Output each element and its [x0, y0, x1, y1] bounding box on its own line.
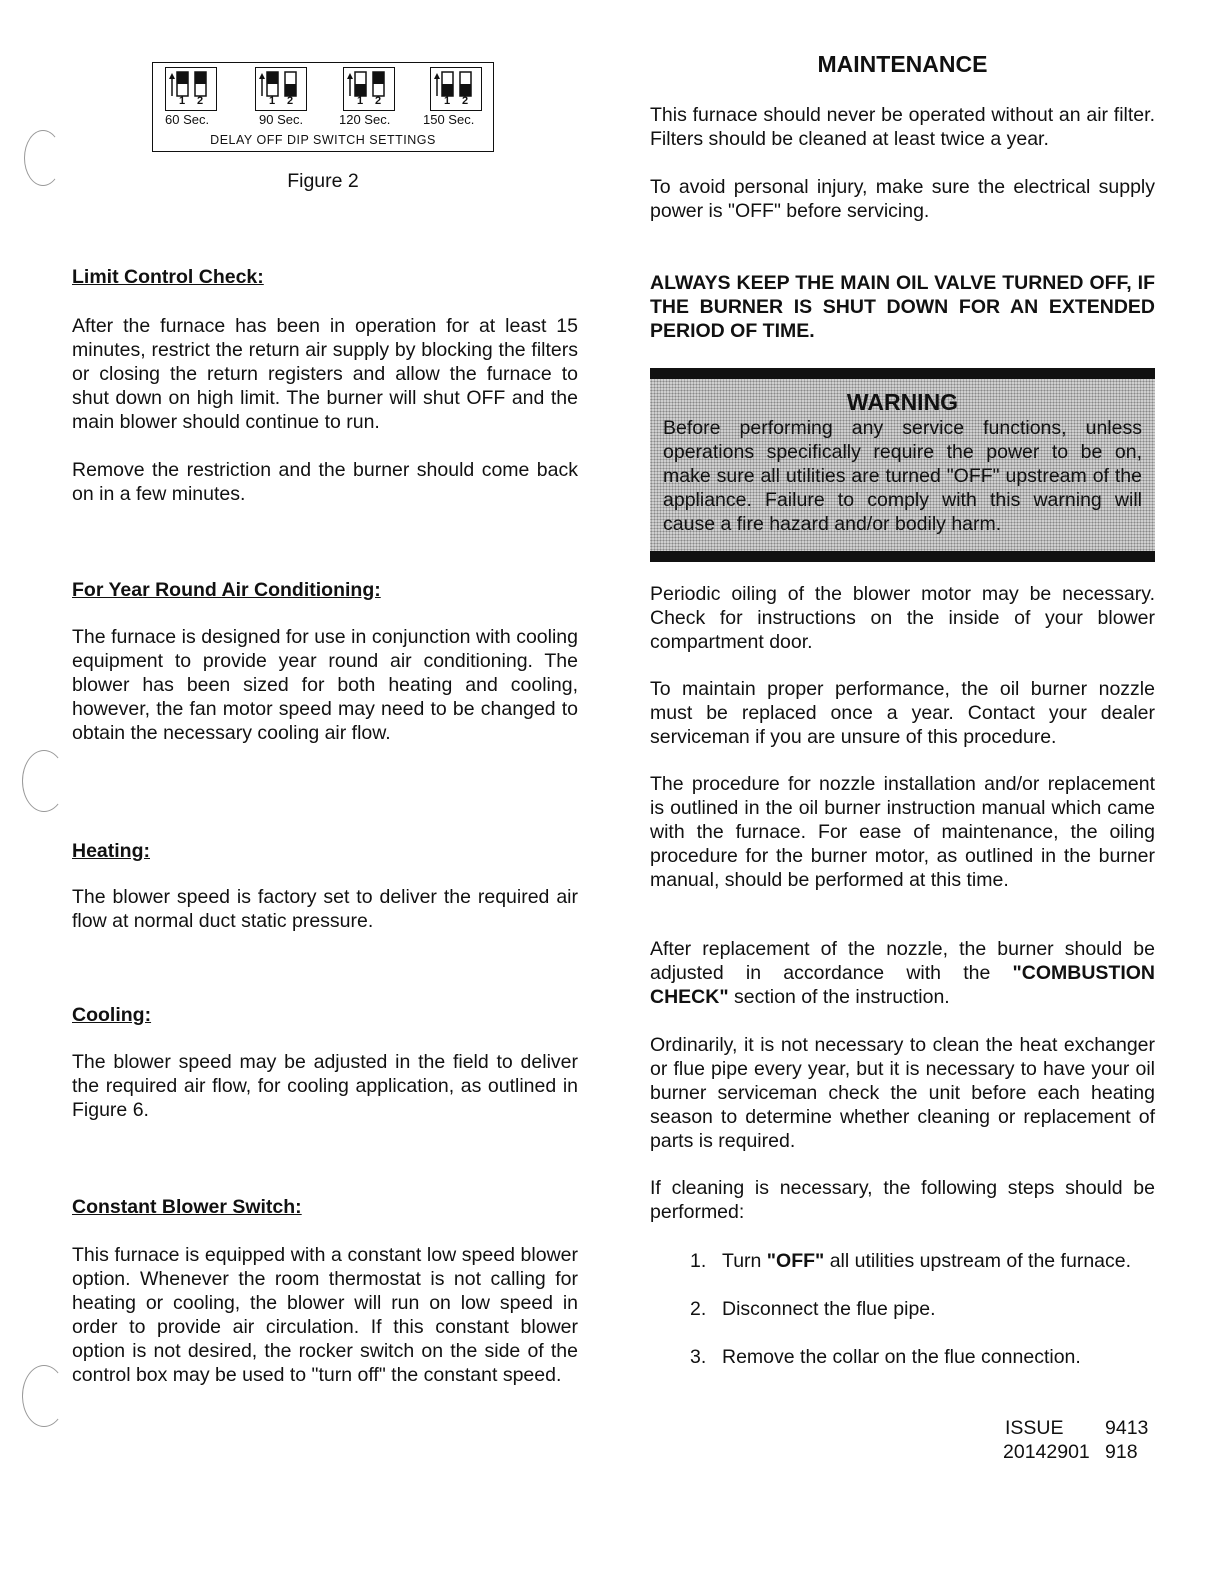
figure-title: Figure 2: [287, 170, 359, 192]
step-text: Remove the collar on the flue connection.: [722, 1346, 1081, 1368]
switch-number: 2: [197, 95, 204, 107]
list-item: [690, 1345, 1160, 1369]
oiling-paragraph: Periodic oiling of the blower motor may be necessary. Check for instructions on the inside of your blower compartment door.: [650, 583, 1155, 653]
warning-body: Before performing any service functions, unless operations specifically require the power to be on, make sure all utilities are turned "OFF" upstream of the appliance. Failure to comply with this warning will cause a fire hazard and/or bodily harm.: [663, 417, 1142, 535]
dip-switch-setting: [430, 67, 482, 111]
dip-switch-icon: [166, 68, 216, 110]
binder-hole: [22, 1365, 66, 1427]
delay-setting-label: 120 Sec.: [339, 112, 391, 127]
heat-exchanger-paragraph: Ordinarily, it is not necessary to clean the heat exchanger or flue pipe every year, but it is necessary to have your oil burner serviceman check the unit before each heating season to determine whether cleaning or replacement of parts is required.: [650, 1034, 1155, 1152]
text: section of the instruction.: [728, 986, 950, 1008]
issue-number: 9413: [1105, 1417, 1149, 1439]
issue-label: ISSUE: [1005, 1417, 1064, 1439]
air-conditioning-heading: For Year Round Air Conditioning:: [72, 579, 381, 601]
dip-switch-setting: [165, 67, 217, 111]
step-text: Disconnect the flue pipe.: [722, 1298, 936, 1320]
warning-top-bar: [650, 368, 1155, 379]
warning-box: [650, 368, 1155, 562]
dip-switch-icon: [431, 68, 481, 110]
dip-switch-figure: [152, 62, 494, 152]
step-bold: "OFF": [766, 1250, 825, 1272]
switch-number: 2: [375, 95, 382, 107]
document-suffix: 918: [1105, 1441, 1138, 1463]
dip-switch-setting: [343, 67, 395, 111]
limit-control-paragraph-2: Remove the restriction and the burner should come back on in a few minutes.: [72, 459, 578, 505]
constant-blower-heading: Constant Blower Switch:: [72, 1196, 302, 1218]
binder-hole: [22, 750, 66, 812]
heating-heading: Heating:: [72, 840, 150, 862]
cooling-paragraph: The blower speed may be adjusted in the field to deliver the required air flow, for cooling application, as outlined in Figure 6.: [72, 1051, 578, 1121]
list-item: [690, 1297, 1160, 1321]
filter-paragraph: This furnace should never be operated without an air filter. Filters should be cleaned at least twice a year.: [650, 104, 1155, 150]
cooling-heading: Cooling:: [72, 1004, 152, 1026]
heating-paragraph: The blower speed is factory set to deliver the required air flow at normal duct static pressure.: [72, 886, 578, 932]
step-text: all utilities upstream of the furnace.: [824, 1250, 1132, 1272]
list-item: [690, 1249, 1160, 1273]
switch-number: 1: [269, 95, 276, 107]
dip-switch-icon: [256, 68, 306, 110]
air-conditioning-paragraph: The furnace is designed for use in conjunction with cooling equipment to provide year round air conditioning. The blower has been sized for both heating and cooling, however, the fan motor speed may need to be changed to obtain the necessary cooling air flow.: [72, 626, 578, 744]
warning-title: WARNING: [846, 389, 959, 415]
combustion-check-paragraph: [650, 937, 1155, 1009]
delay-setting-label: 90 Sec.: [259, 112, 304, 127]
step-number: 3.: [690, 1346, 707, 1368]
limit-control-paragraph: After the furnace has been in operation for at least 15 minutes, restrict the return air supply by blocking the filters or closing the return registers and allow the furnace to shut down on high limit. The burner will shut OFF and the main blower should continue to run.: [72, 315, 578, 433]
switch-number: 2: [462, 95, 469, 107]
nozzle-paragraph: To maintain proper performance, the oil burner nozzle must be replaced once a year. Contact your dealer serviceman if you are unsure of this procedure.: [650, 678, 1155, 748]
switch-number: 2: [287, 95, 294, 107]
text: After replacement of the nozzle, the burner should be adjusted in accordance with the: [650, 938, 1155, 984]
oil-valve-notice: ALWAYS KEEP THE MAIN OIL VALVE TURNED OFF, IF THE BURNER IS SHUT DOWN FOR AN EXTENDED PERIOD OF TIME.: [650, 272, 1155, 342]
combustion-check-ref: "COMBUSTION CHECK": [650, 962, 1155, 1008]
delay-setting-label: 150 Sec.: [423, 112, 475, 127]
step-number: 2.: [690, 1298, 707, 1320]
delay-setting-label: 60 Sec.: [165, 112, 210, 127]
step-number: 1.: [690, 1250, 707, 1272]
constant-blower-paragraph: This furnace is equipped with a constant low speed blower option. Whenever the room thermostat is not calling for heating or cooling, the blower will run on low speed in order to provide air circulation. If this constant blower option is not desired, the rocker switch on the side of the control box may be used to "turn off" the constant speed.: [72, 1244, 578, 1386]
switch-number: 1: [444, 95, 451, 107]
nozzle-procedure-paragraph: The procedure for nozzle installation and/or replacement is outlined in the oil burner instruction manual which came with the furnace. For ease of maintenance, the oiling procedure for the burner motor, as outlined in the burner manual, should be performed at this time.: [650, 773, 1155, 891]
power-paragraph: To avoid personal injury, make sure the electrical supply power is "OFF" before servicing.: [650, 176, 1155, 222]
binder-hole: [24, 130, 62, 186]
dip-switch-icon: [344, 68, 394, 110]
document-number: 20142901: [1003, 1441, 1090, 1463]
dip-switch-setting: [255, 67, 307, 111]
step-text: Turn: [722, 1250, 767, 1272]
warning-bottom-bar: [650, 551, 1155, 562]
switch-number: 1: [179, 95, 186, 107]
maintenance-heading: MAINTENANCE: [817, 51, 988, 77]
switch-number: 1: [357, 95, 364, 107]
figure-caption: DELAY OFF DIP SWITCH SETTINGS: [210, 133, 436, 147]
cleaning-paragraph: If cleaning is necessary, the following steps should be performed:: [650, 1177, 1155, 1223]
limit-control-heading: Limit Control Check:: [72, 266, 264, 288]
